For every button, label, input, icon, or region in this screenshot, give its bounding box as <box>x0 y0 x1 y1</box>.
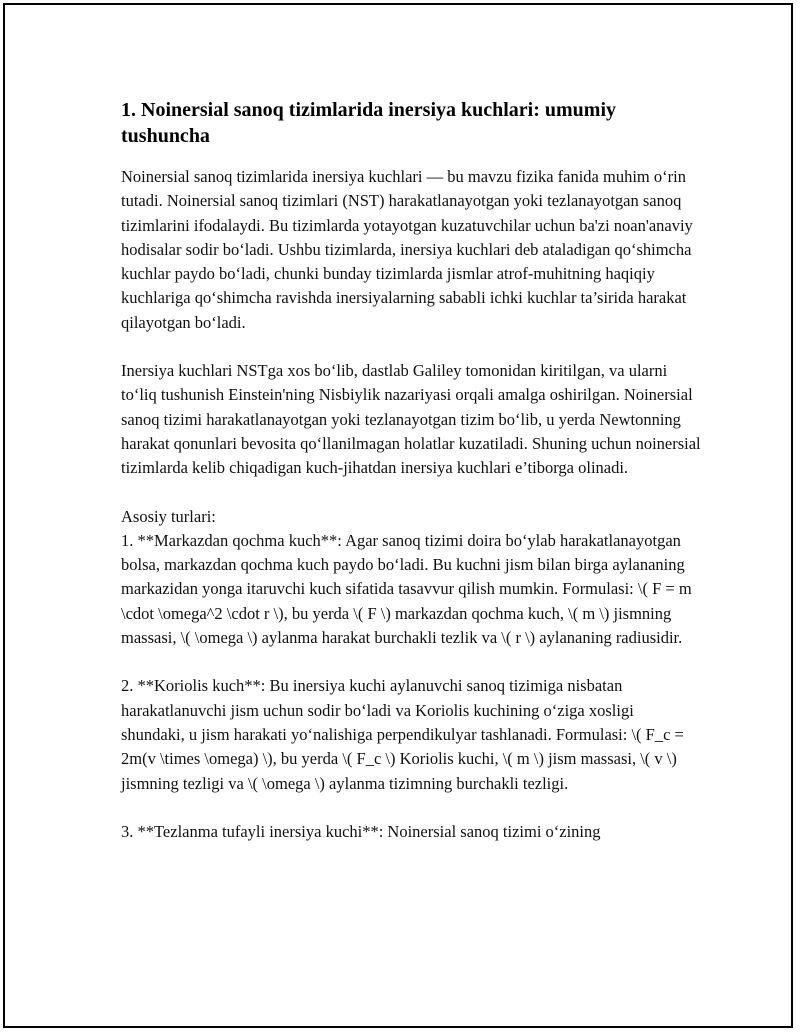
document-page <box>3 3 793 1028</box>
section-heading: 1. Noinersial sanoq tizimlarida inersiya kuchlari: umumiy tushuncha <box>121 99 617 147</box>
paragraph-centrifugal: Asosiy turlari: 1. **Markazdan qochma kuch**: Agar sanoq tizimi doira bo‘ylab harakatlanayotgan bolsa, markazdan qochma kuch paydo bo‘ladi. Bu kuchni jism bilan birga aylananing markazidan yonga itaruvchi kuch sifatida tasavvur qilish mumkin. Formulasi: \( F = m \cdot \omega^2 \cdot r \), bu yerda \( F \) markazdan qochma kuch, \( m \) jismning massasi, \( \omega \) aylanma harakat burchakli tezlik va \( r \) aylananing radiusidir. <box>121 506 692 648</box>
paragraph-acceleration: 3. **Tezlanma tufayli inersiya kuchi**: Noinersial sanoq tizimi o‘zining <box>121 821 601 841</box>
paragraph-history: Inersiya kuchlari NSTga xos bo‘lib, dastlab Galiley tomonidan kiritilgan, va ularni to‘liq tushunish Einstein'ning Nisbiylik nazariyasi orqali amalga oshirilgan. Noinersial sanoq tizimi harakatlanayotgan yoki tezlanayotgan tizim bo‘lib, u yerda Newtonning harakat qonunlari bevosita qo‘llanilmagan holatlar kuzatiladi. Shuning uchun noinersial tizimlarda kelib chiqadigan kuch-jihatdan inersiya kuchlari e’tiborga olinadi. <box>121 361 701 478</box>
paragraph-coriolis: 2. **Koriolis kuch**: Bu inersiya kuchi aylanuvchi sanoq tizimiga nisbatan harakatlanuvchi jism uchun sodir bo‘ladi va Koriolis kuchining o‘ziga xosligi shundaki, u jism harakati yo‘nalishiga perpendikulyar tashlanadi. Formulasi: \( F_c = 2m(v \times \omega) \), bu yerda \( F_c \) Koriolis kuchi, \( m \) jism massasi, \( v \) jismning tezligi va \( \omega \) aylanma tizimning burchakli tezligi. <box>121 676 684 793</box>
paragraph-intro: Noinersial sanoq tizimlarida inersiya kuchlari — bu mavzu fizika fanida muhim o‘rin tutadi. Noinersial sanoq tizimlari (NST) harakatlanayotgan yoki tezlanayotgan sanoq tizimlarini ifodalaydi. Bu tizimlarda yotayotgan kuzatuvchilar uchun ba'zi noan'anaviy hodisalar sodir bo‘ladi. Ushbu tizimlarda, inersiya kuchlari deb ataladigan qo‘shimcha kuchlar paydo bo‘ladi, chunki bunday tizimlarda jismlar atrof-muhitning haqiqiy kuchlariga qo‘shimcha ravishda inersiyalarning sababli ichki kuchlar ta’sirida harakat qilayotgan bo‘ladi. <box>121 167 693 332</box>
document-body <box>121 97 701 868</box>
